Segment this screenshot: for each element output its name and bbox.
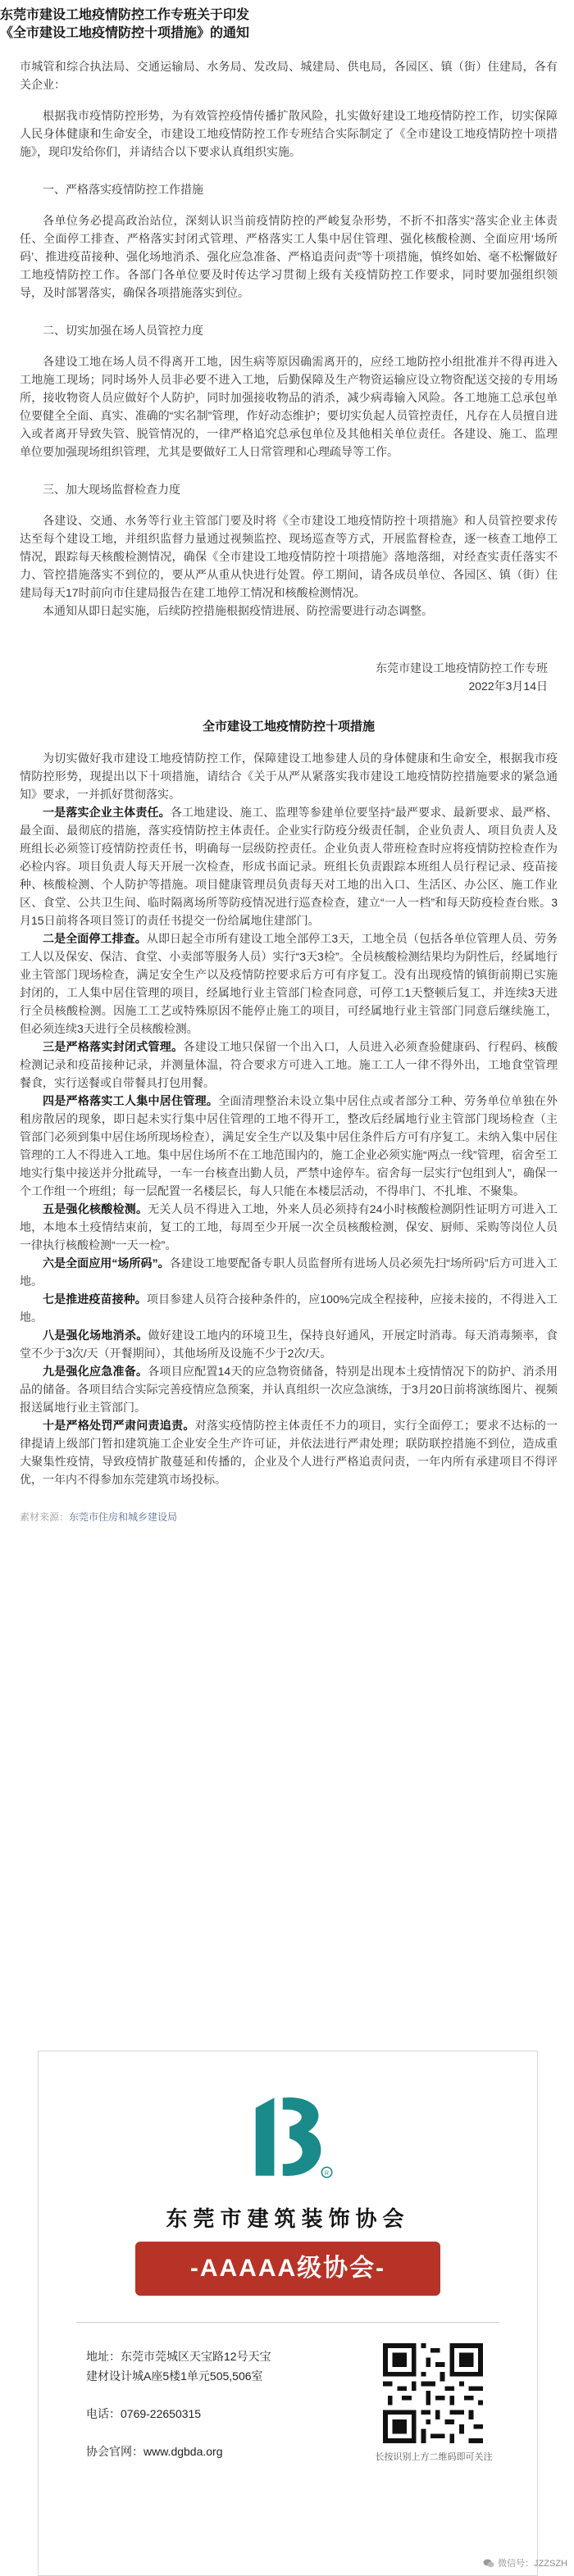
association-card <box>38 2051 538 2576</box>
article-content <box>0 57 574 1524</box>
measure-body: 各建设工地要配备专职人员监督所有进场人员必须先扫“场所码”后方可进入工地。 <box>20 1256 558 1288</box>
card-divider <box>76 2322 499 2323</box>
notice-header <box>0 0 574 43</box>
measure-item-2 <box>20 929 558 1038</box>
notice-closing: 本通知从即日起实施，后续防控措施根据疫情进展、防控需要进行动态调整。 <box>43 604 433 617</box>
notice-title-line2: 《全市建设工地疫情防控十项措施》的通知 <box>0 26 250 40</box>
association-logo-icon <box>237 2084 339 2186</box>
watermark-text: 微信号：JZZSZH <box>498 2559 567 2569</box>
measure-head: 九是强化应急准备。 <box>43 1365 148 1378</box>
qr-caption: 长按识别上方二维码即可关注 <box>375 2452 493 2462</box>
notice-title-line1: 东莞市建设工地疫情防控工作专班关于印发 <box>0 8 250 22</box>
measure-item-8 <box>20 1326 558 1362</box>
measure-head: 一是落实企业主体责任。 <box>43 806 171 819</box>
section-heading-1: 一、严格落实疫情防控工作措施 <box>43 183 203 196</box>
notice-signature: 东莞市建设工地疫情防控工作专班 <box>376 661 548 675</box>
measure-head: 六是全面应用“场所码”。 <box>43 1256 170 1270</box>
notice-addressee: 市城管和综合执法局、交通运输局、水务局、发改局、城建局、供电局，各园区、镇（街）住建局，各有关企业： <box>20 60 558 91</box>
measure-item-6 <box>20 1254 558 1290</box>
wechat-icon <box>483 2559 494 2568</box>
measure-body: 各工地建设、施工、监理等参建单位要坚持“最严要求、最新要求、最严格、最全面、最彻底的措施，落实疫情防控主体责任。企业实行防疫分级责任制，企业负责人、项目负责人及班组长必须签订疫情防控责任书，明确每一层级防控责任。企业负责人带班检查时应将疫情防控检查作为必检内容。项目负责人每天开展一次检查，形成书面记录。班组长负责跟踪本班组人员行程记录、疫苗接种、核酸检测、个人防护等措施。项目健康管理员负责每天对工地的出入口、生活区、办公区、施工作业区、食堂、公共卫生间、临时隔离场所等防疫情况进行巡查检查，建立“一人一档”和每天防疫检查台账。3月15日前将各项目签订的责任书提交一份给属地住建部门。 <box>20 806 558 927</box>
measure-item-4 <box>20 1092 558 1200</box>
measure-body: 从即日起全市所有建设工地全部停工3天，工地全员（包括各单位管理人员、劳务工人以及保安、保洁、食堂、小卖部等服务人员）实行“3天3检”。全员核酸检测结果均为阴性后，经属地行业主管部门现场检查，满足安全生产以及疫情防控要求后方可有序复工。没有出现疫情的镇街前期已实施封闭的，工人集中居住管理的项目，经属地行业主管部门检查同意，可停工1天整顿后复工，并连续3天进行全员核酸检测。因施工工艺或特殊原因不能停止施工的项目，可经属地行业主管部门同意后继续施工，但必须连续3天进行全员核酸检测。 <box>20 932 558 1035</box>
measure-head: 七是推进疫苗接种。 <box>43 1293 147 1306</box>
association-phone: 电话：0769-22650315 <box>86 2407 202 2420</box>
measures-intro: 为切实做好我市建设工地疫情防控工作，保障建设工地参建人员的身体健康和生命安全，根据我市疫情防控形势，现提出以下十项措施，请结合《关于从严从紧落实我市建设工地疫情防控措施要求的紧急通知》要求，一并抓好贯彻落实。 <box>20 752 558 801</box>
section-heading-3: 三、加大现场监督检查力度 <box>43 483 180 496</box>
measure-body: 各建设工地只保留一个出入口，人员进入必须查验健康码、行程码、核酸检测记录和疫苗接种记录，并测量体温，符合要求方可进入工地。施工工人一律不得外出，工地食堂管理餐食，实行送餐或自带餐具打包用餐。 <box>20 1040 558 1089</box>
measure-head: 五是强化核酸检测。 <box>43 1202 148 1215</box>
wechat-watermark <box>483 2556 567 2569</box>
measure-body: 项目参建人员符合接种条件的，应100%完成全程接种，应接未接的，不得进入工地。 <box>20 1293 558 1324</box>
association-contact <box>86 2347 275 2461</box>
source-label: 素材来源： <box>20 1511 70 1523</box>
association-website[interactable]: 协会官网：www.dgbda.org <box>86 2445 223 2458</box>
source-line <box>20 1510 558 1524</box>
measure-item-1 <box>20 803 558 929</box>
measures-title: 全市建设工地疫情防控十项措施 <box>202 720 375 734</box>
svg-text:R: R <box>324 2169 330 2177</box>
measure-body: 各项目应配置14天的应急物资储备，特别是出现本土疫情情况下的防护、消杀用品的储备。各项目结合实际完善疫情应急预案，并认真组织一次应急演练，于3月20日前将演练图片、视频报送属地行业主管部门。 <box>20 1365 558 1414</box>
qr-code-icon[interactable] <box>383 2343 483 2443</box>
measure-head: 二是全面停工排查。 <box>43 932 147 945</box>
measure-head: 八是强化场地消杀。 <box>43 1329 148 1342</box>
section-heading-2: 二、切实加强在场人员管控力度 <box>43 324 203 337</box>
section-body-3: 各建设、交通、水务等行业主管部门要及时将《全市建设工地疫情防控十项措施》和人员管控要求传达至每个建设工地，并组织监督力量通过视频监控、现场巡查等方式，开展监督检查，逐一核查工地停工情况，跟踪每天核酸检测情况，确保《全市建设工地疫情防控十项措施》落地落细，对经查实责任落实不力、管控措施落实不到位的，要从严从重从快进行处置。停工期间，请各成员单位、各园区、镇（街）住建局每天17时前向市住建局报告在建工地停工情况和核酸检测情况。 <box>20 514 558 599</box>
association-name: 东莞市建筑装饰协会 <box>166 2206 410 2231</box>
association-address: 地址：东莞市莞城区天宝路12号天宝建材设计城A座5楼1单元505,506室 <box>86 2350 271 2383</box>
measure-item-5 <box>20 1200 558 1254</box>
measure-head: 三是严格落实封闭式管理。 <box>43 1040 184 1053</box>
source-link[interactable]: 东莞市住房和城乡建设局 <box>69 1511 178 1523</box>
measure-item-10 <box>20 1416 558 1488</box>
measure-body: 全面清理整治未设立集中居住点或者部分工种、劳务单位单独在外租房散居的现象，即日起未实行集中居住管理的工地不得开工，整改后经属地行业主管部门现场检查（主管部门必须到集中居住场所现场检查），满足安全生产以及集中居住条件后方可有序复工。未纳入集中居住管理的工人不得进入工地。集中居住场所不在工地范围内的，施工企业必须实施“两点一线”管理，宿舍至工地实行集中接送并分批疏导，一车一台核查出勤人员，严禁中途停车。宿舍每一层实行“包组到人”，确保一个工作组一个班组；每一层配置一名楼层长，每人只能在本楼层活动，不得串门、不扎堆、不聚集。 <box>20 1094 558 1197</box>
measure-body: 无关人员不得进入工地，外来人员必须持有24小时核酸检测阴性证明方可进入工地，本地本土疫情结束前，复工的工地，每周至少开展一次全员核酸检测，保安、厨师、采购等岗位人员一律执行核酸检测“一天一检”。 <box>20 1202 558 1252</box>
section-body-1: 各单位务必提高政治站位，深刻认识当前疫情防控的严峻复杂形势，不折不扣落实“落实企业主体责任、全面停工排查、严格落实封闭式管理、严格落实工人集中居住管理、强化核酸检测、全面应用‘场所码’、推进疫苗接种、强化场地消杀、强化应急准备、严格追责问责”等十项措施，慎终如始、毫不松懈做好工地疫情防控工作。各部门各单位要及时传达学习贯彻上级有关疫情防控工作要求，同时要加强组织领导，及时部署落实，确保各项措施落实到位。 <box>20 214 558 299</box>
measure-head: 四是严格落实工人集中居住管理。 <box>43 1094 219 1107</box>
notice-date: 2022年3月14日 <box>468 679 548 693</box>
measure-item-3 <box>20 1038 558 1092</box>
rating-badge: -AAAAA级协会- <box>135 2242 440 2296</box>
measure-body: 做好建设工地内的环境卫生，保持良好通风，开展定时消毒。每天消毒频率，食堂不少于3次/天（开餐期间），其他场所及设施不少于2次/天。 <box>20 1329 558 1360</box>
measure-head: 十是严格处罚严肃问责追责。 <box>43 1419 195 1432</box>
notice-intro: 根据我市疫情防控形势，为有效管控疫情传播扩散风险，扎实做好建设工地疫情防控工作，切实保障人民身体健康和生命安全，市建设工地疫情防控工作专班结合实际制定了《全市建设工地疫情防控十项措施》，现印发给你们，并请结合以下要求认真组织实施。 <box>20 109 558 158</box>
section-body-2: 各建设工地在场人员不得离开工地，因生病等原因确需离开的，应经工地防控小组批准并不得再进入工地施工现场；同时场外人员非必要不进入工地，后勤保障及生产物资运输应设立物资配送交接的专用场所，接收物资人员应做好个人防护，同时加强接收物品的消杀，减少病毒输入风险。各工地施工总承包单位要健全全面、真实、准确的“实名制”管理，作好动态维护；要切实负起人员管控责任，凡存在人员擅自进入或者离开导致失管、脱管情况的，一律严格追究总承包单位及其他相关单位责任。各建设、施工、监理单位要加强现场组织管理，尤其是要做好工人日常管理和心理疏导等工作。 <box>20 355 558 458</box>
measure-item-7 <box>20 1290 558 1326</box>
measure-item-9 <box>20 1362 558 1416</box>
measure-body: 对落实疫情防控主体责任不力的项目，实行全面停工；要求不达标的一律提请上级部门暂扣建筑施工企业安全生产许可证，并依法进行严肃处理；联防联控措施不到位，造成重大聚集性疫情，导致疫情扩散蔓延和传播的，企业及个人进行严格追责问责，一年内所有承建项目不得评优，一年内不得参加东莞建筑市场投标。 <box>20 1419 558 1486</box>
